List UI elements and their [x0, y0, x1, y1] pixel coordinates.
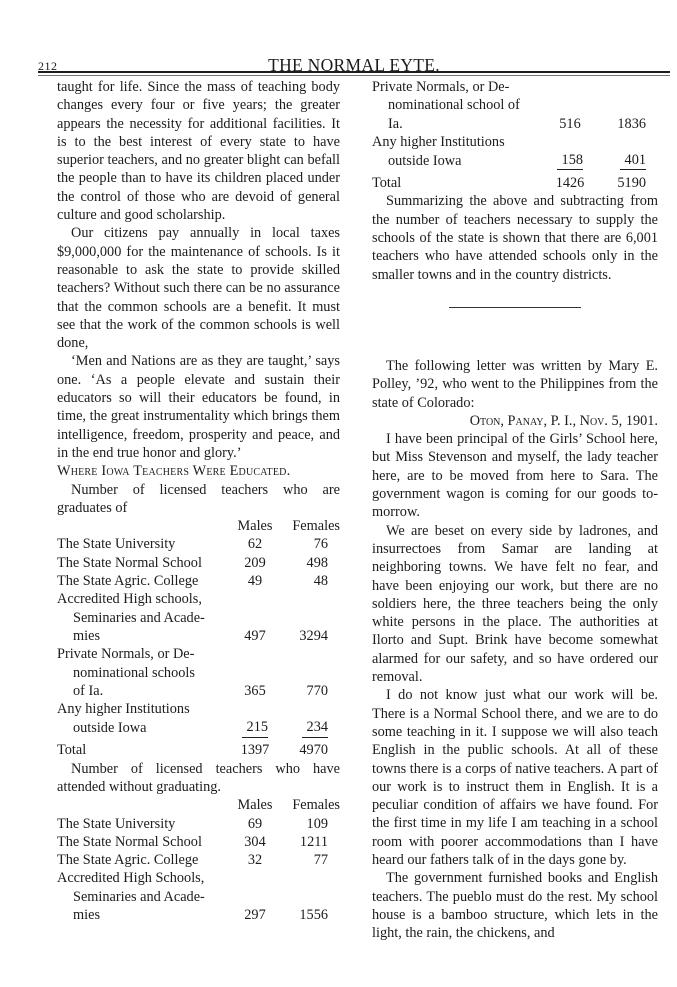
row-label: Seminaries and Acade- [73, 609, 205, 626]
header-rule-thin [38, 75, 670, 76]
column-header-females: Females [292, 518, 340, 535]
quote-paragraph: ‘Men and Nations are as they are taught,’ says one. ‘As a people elevate and sustain their educators so will their educators be found, in time, the great instrumentality which brings them intelligence, freedom, prosperity and peace, and in the end true honor and glory.’ [57, 353, 340, 461]
section-divider [449, 307, 581, 308]
row-label: Ia. [388, 115, 403, 132]
males-value: 158 [557, 151, 583, 170]
females-value: 498 [306, 554, 328, 571]
total-label: Total [372, 175, 402, 192]
paragraph: Our citizens pay annually in local taxes $9,000,000 for the maintenance of schools. Is it reasonable to ask the state to provide skilled teachers? Without such there can be no assurance that the common schools are a benefit. It must see that the work of the common schools is well done, [57, 225, 340, 352]
letter-paragraph: The government furnished books and English teachers. The pueblo must do the rest. My school house is a bamboo structure, which lets in the light, the rain, the chickens, and [372, 870, 658, 942]
row-label: outside Iowa [73, 720, 147, 737]
table-row [57, 700, 340, 718]
males-total: 1397 [240, 742, 270, 759]
females-value: 401 [620, 151, 646, 170]
table-row [57, 572, 340, 590]
table-intro: Number of licensed teachers who have attended without graduating. [57, 760, 340, 795]
females-value: 234 [302, 718, 328, 737]
row-label: of Ia. [73, 682, 104, 699]
row-label: nominational school of [388, 97, 520, 114]
table-row [57, 869, 340, 887]
table-row [57, 535, 340, 553]
females-value: 1836 [617, 115, 646, 132]
table-row [57, 627, 340, 645]
males-value: 516 [559, 115, 581, 132]
table-row [57, 590, 340, 608]
letter-dateline: Oton, Panay, P. I., Nov. 5, 1901. [469, 412, 658, 429]
females-value: 1556 [299, 907, 328, 924]
row-label: The State Normal School [57, 833, 202, 850]
table-row [57, 664, 340, 682]
table-row [57, 554, 340, 572]
table-row [372, 115, 658, 133]
row-label: nominational schools [73, 664, 195, 681]
row-label: Private Normals, or De- [57, 646, 195, 663]
table-row [57, 815, 340, 833]
females-value: 109 [306, 815, 328, 832]
females-total: 5190 [617, 175, 646, 192]
header-rule [38, 71, 670, 73]
column-header-males: Males [237, 518, 273, 535]
letter-paragraph: We are beset on every side by ladrones, and insurrectoes from Samar are landing at neighboring towns. We have felt no fear, and have been enjoying our work, but there are no soldiers here, the three teachers being the only white persons in the place. The authorities at Ilorto and Supt. Brink have become somewhat alarmed for our safety, and so have ordered our removal. [372, 522, 658, 686]
right-column [372, 78, 658, 942]
total-label: Total [57, 742, 87, 759]
row-label: outside Iowa [388, 153, 462, 170]
letter-intro: The following letter was written by Mary E. Polley, ’92, who went to the Philippines from the state of Colorado: [372, 357, 658, 411]
non-graduates-table-continued [372, 78, 658, 192]
females-value: 770 [306, 682, 328, 699]
females-value: 3294 [299, 627, 328, 644]
row-label: Accredited High schools, [57, 591, 202, 608]
column-header-males: Males [237, 797, 273, 814]
graduates-table [57, 517, 340, 760]
row-label: Seminaries and Acade- [73, 888, 205, 905]
females-value: 48 [313, 573, 328, 590]
males-value: 497 [244, 627, 266, 644]
column-header-females: Females [292, 797, 340, 814]
males-value: 49 [247, 573, 263, 590]
table-row [372, 78, 658, 96]
page-number: 212 [38, 59, 58, 73]
table-row [57, 888, 340, 906]
males-value: 209 [244, 554, 266, 571]
table-row [57, 682, 340, 700]
row-label: mies [73, 627, 101, 644]
table-row [57, 609, 340, 627]
row-label: Accredited High Schools, [57, 870, 205, 887]
row-label: The State Agric. College [57, 852, 199, 869]
total-row [372, 170, 658, 192]
females-value: 1211 [299, 833, 328, 850]
row-label: Any higher Institutions [372, 133, 505, 150]
males-value: 304 [244, 833, 266, 850]
letter-paragraph: I have been principal of the Girls’ School here, but Miss Stevenson and myself, the lady teacher here, are to be moved from here to Sara. The government wagon is coming for our goods to-morrow. [372, 431, 658, 521]
section-heading: Where Iowa Teachers Were Educated. [57, 463, 291, 480]
males-value: 215 [242, 718, 268, 737]
table-header-row [57, 517, 340, 535]
table-header-row [57, 796, 340, 814]
left-column [57, 78, 340, 924]
row-label: The State University [57, 815, 176, 832]
males-value: 297 [244, 907, 266, 924]
females-value: 76 [313, 536, 328, 553]
paragraph: taught for life. Since the mass of teaching body changes every four or five years; the greater appears the necessity for additional facilities. It is to the best interest of every state to have superior teachers, and no greater blight can befall the people than to have its children placed under the control of those who are devoid of general culture and good scholarship. [57, 79, 340, 224]
letter-paragraph: I do not know just what our work will be. There is a Normal School there, and we are to do some teaching in it. I suppose we will also teach English in the public schools. At all of these towns there is a corps of native teachers. A part of our work is to instruct them in English. It is a peculiar condition of affairs we have found. For the first time in my life I am teaching in a school room with poorer accommodations than I have heard our fathers talk of in the days gone by. [372, 687, 658, 868]
row-label: The State University [57, 536, 176, 553]
table-intro: Number of licensed teachers who are graduates of [57, 481, 340, 516]
running-title: THE NORMAL EYTE. [268, 55, 440, 75]
table-row [57, 833, 340, 851]
table-row [57, 851, 340, 869]
summary-paragraph: Summarizing the above and subtracting from the number of teachers necessary to supply the schools of the state is shown that there are 6,001 teachers who have attended schools only in the smaller towns and in the country districts. [372, 193, 658, 283]
males-value: 32 [247, 852, 263, 869]
total-row [57, 738, 340, 760]
table-row [57, 645, 340, 663]
males-value: 69 [247, 815, 263, 832]
males-total: 1426 [555, 175, 585, 192]
males-value: 62 [247, 536, 263, 553]
females-value: 77 [313, 852, 328, 869]
row-label: The State Agric. College [57, 573, 199, 590]
table-row [372, 96, 658, 114]
non-graduates-table [57, 796, 340, 924]
females-total: 4970 [299, 742, 328, 759]
row-label: Private Normals, or De- [372, 79, 510, 95]
table-row [372, 133, 658, 151]
table-row [372, 151, 658, 170]
row-label: mies [73, 907, 101, 924]
table-row [57, 906, 340, 924]
males-value: 365 [244, 682, 266, 699]
row-label: Any higher Institutions [57, 701, 190, 718]
table-row [57, 718, 340, 737]
row-label: The State Normal School [57, 554, 202, 571]
